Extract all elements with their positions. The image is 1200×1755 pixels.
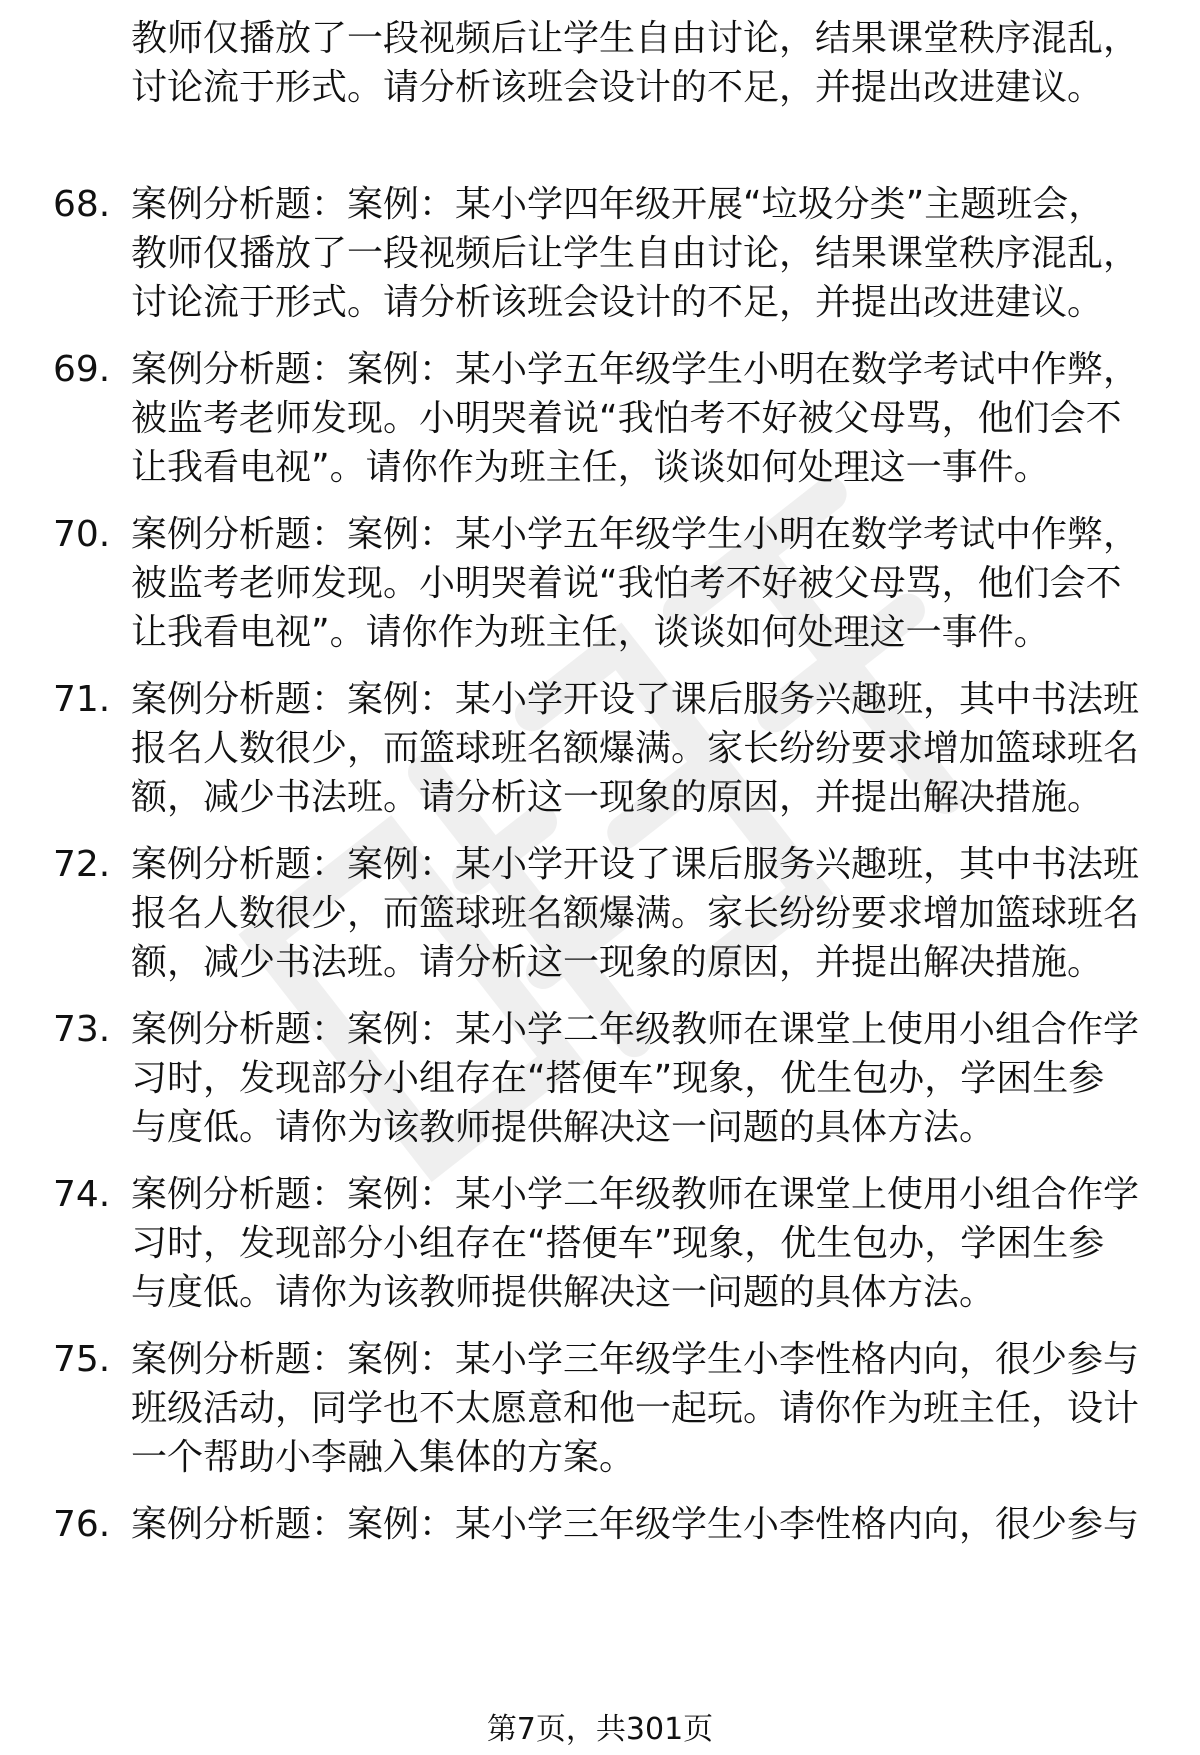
question-number: 73. [53, 1009, 111, 1050]
text-line: 案例分析题：案例：某小学开设了课后服务兴趣班，其中书法班 [131, 679, 1140, 720]
page-number-footer: 第7页，共301页 [486, 1712, 714, 1747]
continued-text [131, 14, 1151, 112]
question-number: 76. [53, 1504, 111, 1545]
text-line: 额，减少书法班。请分析这一现象的原因，并提出解决措施。 [131, 942, 1104, 983]
text-line: 被监考老师发现。小明哭着说“我怕考不好被父母骂，他们会不 [131, 398, 1122, 439]
question-text [131, 345, 1151, 492]
question-number: 68. [53, 184, 111, 225]
question-number: 75. [53, 1339, 111, 1380]
text-line: 被监考老师发现。小明哭着说“我怕考不好被父母骂，他们会不 [131, 563, 1122, 604]
question-number: 69. [53, 349, 111, 390]
text-line: 案例分析题：案例：某小学二年级教师在课堂上使用小组合作学 [131, 1174, 1140, 1215]
text-line: 案例分析题：案例：某小学四年级开展“垃圾分类”主题班会， [131, 184, 1105, 225]
question-text [131, 510, 1151, 657]
question-text [131, 675, 1151, 822]
text-line: 教师仅播放了一段视频后让学生自由讨论，结果课堂秩序混乱， [131, 18, 1140, 59]
text-line: 一个帮助小李融入集体的方案。 [131, 1437, 636, 1478]
text-line: 讨论流于形式。请分析该班会设计的不足，并提出改进建议。 [131, 67, 1104, 108]
text-line: 案例分析题：案例：某小学开设了课后服务兴趣班，其中书法班 [131, 844, 1140, 885]
text-line: 案例分析题：案例：某小学二年级教师在课堂上使用小组合作学 [131, 1009, 1140, 1050]
question-number: 74. [53, 1174, 111, 1215]
text-line: 案例分析题：案例：某小学五年级学生小明在数学考试中作弊， [131, 514, 1140, 555]
text-line: 案例分析题：案例：某小学五年级学生小明在数学考试中作弊， [131, 349, 1140, 390]
text-line: 与度低。请你为该教师提供解决这一问题的具体方法。 [131, 1272, 996, 1313]
text-line: 案例分析题：案例：某小学三年级学生小李性格内向，很少参与 [131, 1504, 1140, 1545]
question-text [131, 1005, 1151, 1152]
text-line: 报名人数很少，而篮球班名额爆满。家长纷纷要求增加篮球班名 [131, 893, 1140, 934]
text-line: 报名人数很少，而篮球班名额爆满。家长纷纷要求增加篮球班名 [131, 728, 1140, 769]
question-text [131, 840, 1151, 987]
text-line: 案例分析题：案例：某小学三年级学生小李性格内向，很少参与 [131, 1339, 1140, 1380]
text-line: 让我看电视”。请你作为班主任，谈谈如何处理这一事件。 [131, 447, 1050, 488]
question-number: 71. [53, 679, 111, 720]
text-line: 班级活动，同学也不太愿意和他一起玩。请你作为班主任，设计 [131, 1388, 1140, 1429]
text-line: 习时，发现部分小组存在“搭便车”现象，优生包办，学困生参 [131, 1223, 1105, 1264]
question-text [131, 1170, 1151, 1317]
text-line: 与度低。请你为该教师提供解决这一问题的具体方法。 [131, 1107, 996, 1148]
question-text [131, 1500, 1151, 1549]
text-line: 习时，发现部分小组存在“搭便车”现象，优生包办，学困生参 [131, 1058, 1105, 1099]
text-line: 让我看电视”。请你作为班主任，谈谈如何处理这一事件。 [131, 612, 1050, 653]
question-text [131, 1335, 1151, 1482]
text-line: 讨论流于形式。请分析该班会设计的不足，并提出改进建议。 [131, 282, 1104, 323]
text-line: 教师仅播放了一段视频后让学生自由讨论，结果课堂秩序混乱， [131, 233, 1140, 274]
question-number: 70. [53, 514, 111, 555]
question-number: 72. [53, 844, 111, 885]
text-line: 额，减少书法班。请分析这一现象的原因，并提出解决措施。 [131, 777, 1104, 818]
question-text [131, 180, 1151, 327]
